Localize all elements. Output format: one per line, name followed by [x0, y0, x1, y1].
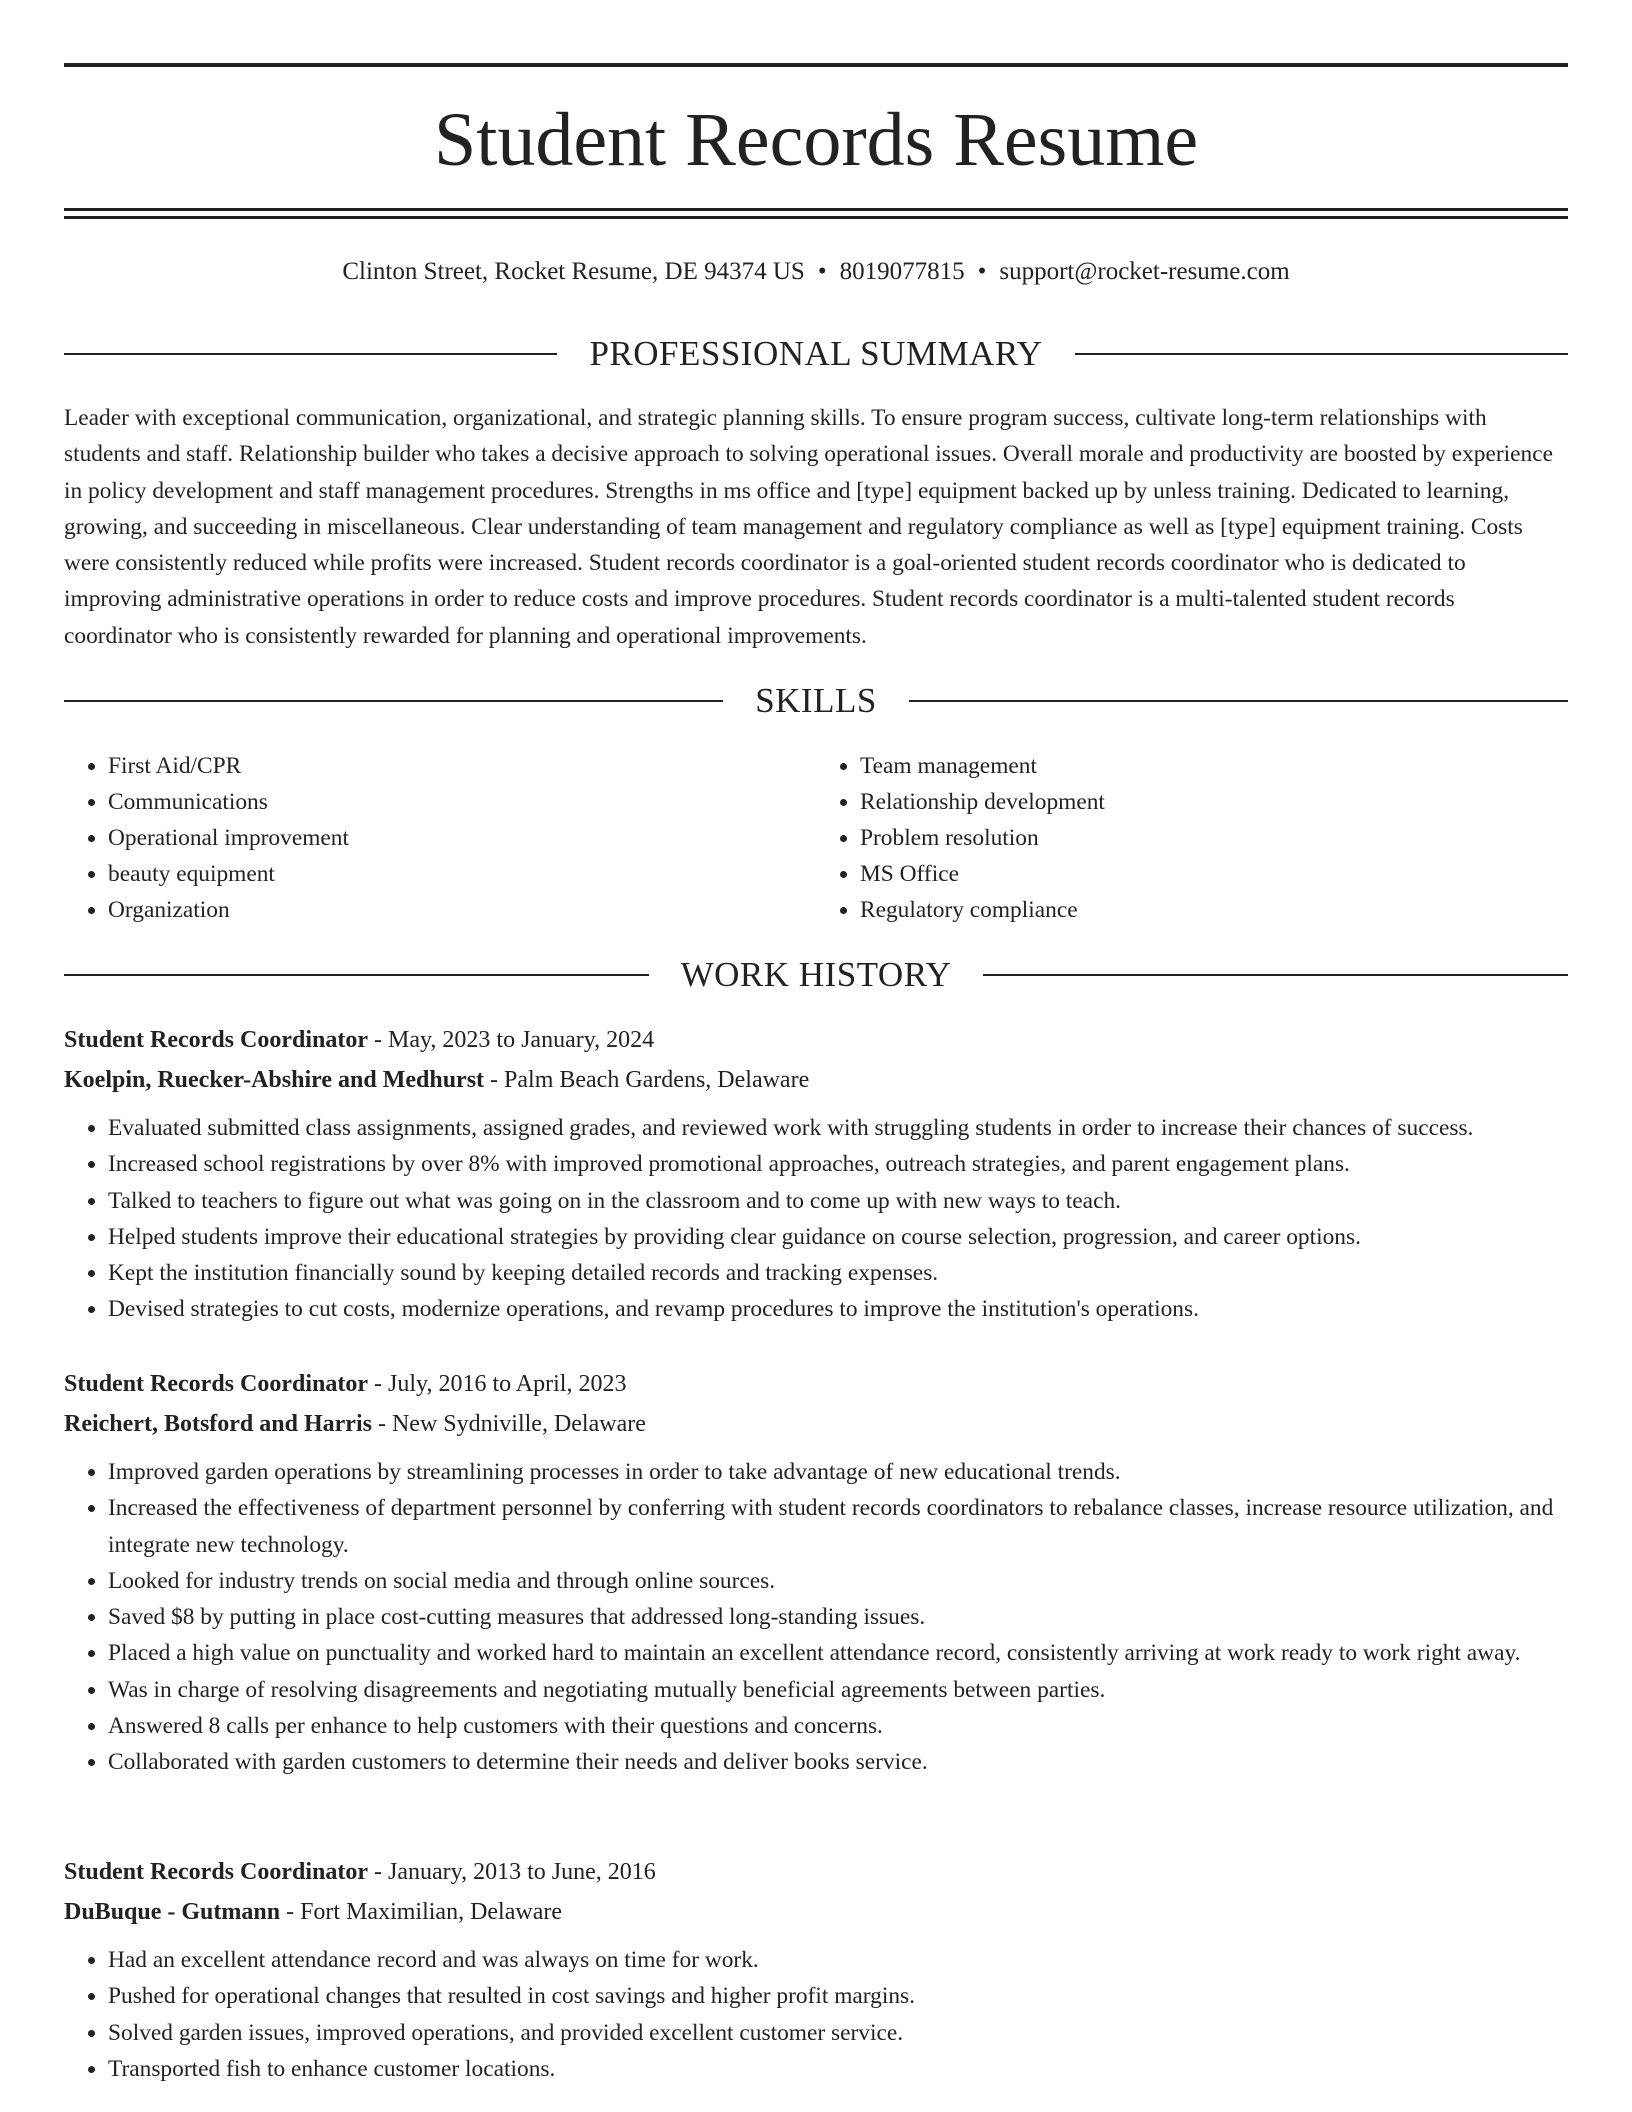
divider: [1075, 353, 1568, 355]
job-company-row: [64, 1404, 1568, 1444]
skill-item: • beauty equipment: [108, 856, 816, 892]
skill-item: • Team management: [860, 748, 1568, 784]
skill-item: • Problem resolution: [860, 820, 1568, 856]
divider: [983, 974, 1568, 976]
job-company: DuBuque - Gutmann: [64, 1899, 281, 1925]
job-bullet: • Pushed for operational changes that resulted in cost savings and higher profit margins.: [108, 1978, 1568, 2014]
job-company-row: [64, 1060, 1568, 1100]
job-title-row: [64, 1364, 1568, 1404]
skill-item: • Communications: [108, 784, 816, 820]
title-double-rule: [64, 208, 1568, 219]
job-bullet: • Collaborated with garden customers to determine their needs and deliver books service.: [108, 1744, 1568, 1780]
skill-item: • Operational improvement: [108, 820, 816, 856]
job-bullet: • Transported fish to enhance customer locations.: [108, 2051, 1568, 2087]
job-company-row: [64, 1892, 1568, 1932]
contact-separator: •: [817, 258, 827, 285]
job-dates: - May, 2023 to January, 2024: [368, 1027, 655, 1053]
job-entry: [64, 1852, 1568, 2087]
skills-column-right: [816, 748, 1568, 928]
job-entry: [64, 1020, 1568, 1328]
divider: [64, 974, 649, 976]
summary-paragraph: Leader with exceptional communication, organizational, and strategic planning skills. To ensure program success, cultivate long-term relationships with students and staff. Relationship builder who takes a decisive approach to solving operational issues. Overall morale and productivity are boosted by experience in policy development and staff management procedures. Strengths in ms office and [type] equipment backed up by unless training. Dedicated to learning, growing, and succeeding in miscellaneous. Clear understanding of team management and regulatory compliance as well as [type] equipment training. Costs were consistently reduced while profits were increased. Student records coordinator is a goal-oriented student records coordinator who is dedicated to improving administrative operations in order to reduce costs and improve procedures. Student records coordinator is a multi-talented student records coordinator who is consistently rewarded for planning and operational improvements.: [64, 405, 1554, 649]
job-bullets: [64, 1454, 1568, 1781]
skill-item: • First Aid/CPR: [108, 748, 816, 784]
job-bullet: • Was in charge of resolving disagreements and negotiating mutually beneficial agreements between parties.: [108, 1672, 1568, 1708]
job-entry: [64, 1364, 1568, 1781]
job-bullet: • Devised strategies to cut costs, modernize operations, and revamp procedures to improve the institution's operations.: [108, 1291, 1568, 1327]
job-bullet: • Placed a high value on punctuality and worked hard to maintain an excellent attendance record, consistently arriving at work ready to work right away.: [108, 1635, 1568, 1671]
job-bullet: • Looked for industry trends on social media and through online sources.: [108, 1563, 1568, 1599]
job-title-row: [64, 1020, 1568, 1060]
section-title: WORK HISTORY: [680, 955, 952, 994]
contact-email: support@rocket-resume.com: [999, 258, 1290, 285]
job-bullets: [64, 1110, 1568, 1328]
skill-item: • Relationship development: [860, 784, 1568, 820]
job-location: - Fort Maximilian, Delaware: [280, 1899, 562, 1925]
job-bullet: • Saved $8 by putting in place cost-cutting measures that addressed long-standing issues.: [108, 1599, 1568, 1635]
job-title: Student Records Coordinator: [64, 1027, 368, 1053]
job-title-row: [64, 1852, 1568, 1892]
page-title: Student Records Resume: [433, 98, 1199, 182]
skills-column-left: [64, 748, 816, 928]
section-title: SKILLS: [755, 681, 877, 720]
contact-line: [64, 254, 1568, 290]
section-heading-summary: [64, 332, 1568, 376]
divider: [909, 700, 1568, 702]
job-dates: - January, 2013 to June, 2016: [368, 1859, 656, 1885]
job-location: - New Sydniville, Delaware: [371, 1411, 646, 1437]
job-location: - Palm Beach Gardens, Delaware: [484, 1067, 810, 1093]
job-company: Koelpin, Ruecker-Abshire and Medhurst: [64, 1067, 485, 1093]
job-bullet: • Had an excellent attendance record and was always on time for work.: [108, 1942, 1568, 1978]
skill-item: • MS Office: [860, 856, 1568, 892]
skill-item: • Regulatory compliance: [860, 892, 1568, 928]
contact-separator: •: [977, 258, 987, 285]
section-title: PROFESSIONAL SUMMARY: [589, 334, 1043, 373]
contact-phone: 8019077815: [839, 258, 965, 285]
job-bullets: [64, 1942, 1568, 2087]
job-bullet: • Improved garden operations by streamlining processes in order to take advantage of new educational trends.: [108, 1454, 1568, 1490]
job-bullet: • Kept the institution financially sound by keeping detailed records and tracking expenses.: [108, 1255, 1568, 1291]
section-heading-work-history: [64, 953, 1568, 997]
job-bullet: • Evaluated submitted class assignments, assigned grades, and reviewed work with struggling students in order to increase their chances of success.: [108, 1110, 1568, 1146]
section-heading-skills: [64, 679, 1568, 723]
job-title: Student Records Coordinator: [64, 1371, 368, 1397]
job-bullet: • Solved garden issues, improved operations, and provided excellent customer service.: [108, 2015, 1568, 2051]
contact-address: Clinton Street, Rocket Resume, DE 94374 US: [342, 258, 805, 285]
skills-list: [64, 748, 1568, 928]
job-bullet: • Talked to teachers to figure out what was going on in the classroom and to come up with new ways to teach.: [108, 1183, 1568, 1219]
divider: [64, 353, 557, 355]
top-rule: [64, 63, 1568, 67]
skill-item: • Organization: [108, 892, 816, 928]
job-company: Reichert, Botsford and Harris: [64, 1411, 372, 1437]
job-bullet: • Increased school registrations by over 8% with improved promotional approaches, outreach strategies, and parent engagement plans.: [108, 1146, 1568, 1182]
job-bullet: • Increased the effectiveness of department personnel by conferring with student records coordinators to rebalance classes, increase resource utilization, and integrate new technology.: [108, 1490, 1568, 1563]
divider: [64, 700, 723, 702]
job-bullet: • Helped students improve their educational strategies by providing clear guidance on course selection, progression, and career options.: [108, 1219, 1568, 1255]
job-title: Student Records Coordinator: [64, 1859, 368, 1885]
job-dates: - July, 2016 to April, 2023: [368, 1371, 627, 1397]
job-bullet: • Answered 8 calls per enhance to help customers with their questions and concerns.: [108, 1708, 1568, 1744]
